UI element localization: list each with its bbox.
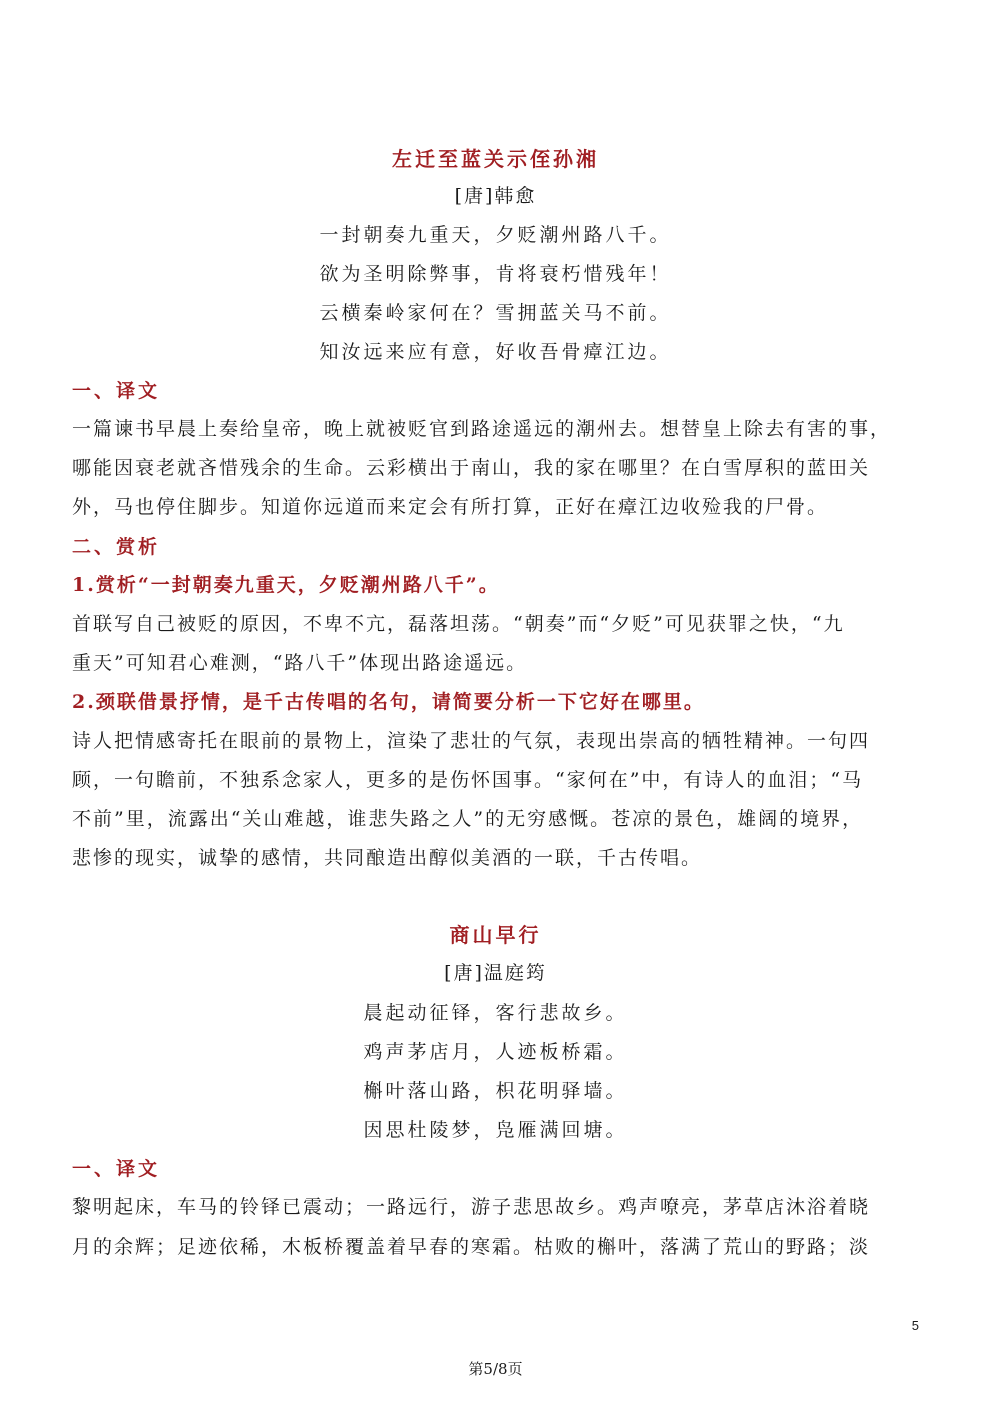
poem2-line: 因思杜陵梦，凫雁满回塘。 (363, 1119, 628, 1141)
poem1-appreciation-heading: 二、赏析 (72, 536, 161, 558)
poem2-title: 商山早行 (449, 923, 542, 947)
page-number: 5 (911, 1318, 919, 1333)
poem2-translation-line: 月的余辉；足迹依稀，木板桥覆盖着早春的寒霜。枯败的槲叶，落满了荒山的野路；淡 (72, 1236, 871, 1258)
poem1-answer-2-line: 诗人把情感寄托在眼前的景物上，渲染了悲壮的气氛，表现出崇高的牺牲精神。一句四 (72, 730, 871, 752)
poem1-answer-1-line: 重天”可知君心难测，“路八千”体现出路途遥远。 (72, 652, 528, 674)
poem1-line: 一封朝奏九重天，夕贬潮州路八千。 (319, 224, 672, 246)
poem1-question-1: 1.赏析“一封朝奏九重天，夕贬潮州路八千”。 (72, 574, 500, 596)
poem1-author: [唐]韩愈 (454, 185, 537, 207)
poem1-translation-line: 一篇谏书早晨上奏给皇帝，晚上就被贬官到路途遥远的潮州去。想替皇上除去有害的事， (72, 418, 892, 440)
poem1-line: 知汝远来应有意，好收吾骨瘴江边。 (319, 341, 672, 363)
poem1-answer-1-line: 首联写自己被贬的原因，不卑不亢，磊落坦荡。“朝奏”而“夕贬”可见获罪之快，“九 (72, 613, 845, 635)
poem2-line: 槲叶落山路，枳花明驿墙。 (363, 1080, 628, 1102)
poem2-line: 晨起动征铎，客行悲故乡。 (363, 1002, 628, 1024)
poem1-question-2: 2.颈联借景抒情，是千古传唱的名句，请简要分析一下它好在哪里。 (72, 691, 705, 713)
poem1-answer-2-line: 不前”里，流露出“关山难越，谁悲失路之人”的无穷感慨。苍凉的景色，雄阔的境界， (72, 808, 864, 830)
page-footer: 第5/8页 (468, 1360, 523, 1378)
poem1-translation-heading: 一、译文 (72, 380, 161, 402)
poem2-translation-line: 黎明起床，车马的铃铎已震动；一路远行，游子悲思故乡。鸡声嘹亮，茅草店沐浴着晓 (72, 1196, 871, 1218)
poem2-translation-heading: 一、译文 (72, 1158, 161, 1180)
poem1-title: 左迁至蓝关示侄孙湘 (392, 147, 599, 171)
poem1-line: 云横秦岭家何在？雪拥蓝关马不前。 (319, 302, 672, 324)
poem2-author: [唐]温庭筠 (444, 962, 547, 984)
poem1-answer-2-line: 悲惨的现实，诚挚的感情，共同酿造出醇似美酒的一联，千古传唱。 (72, 847, 703, 869)
poem1-translation-line: 哪能因衰老就吝惜残余的生命。云彩横出于南山，我的家在哪里？在白雪厚积的蓝田关 (72, 457, 871, 479)
poem1-translation-line: 外，马也停住脚步。知道你远道而来定会有所打算，正好在瘴江边收殓我的尸骨。 (72, 496, 829, 518)
poem1-line: 欲为圣明除弊事，肯将衰朽惜残年！ (319, 263, 672, 285)
poem2-line: 鸡声茅店月，人迹板桥霜。 (363, 1041, 628, 1063)
poem1-answer-2-line: 顾，一句瞻前，不独系念家人，更多的是伤怀国事。“家何在”中，有诗人的血泪；“马 (72, 769, 864, 791)
